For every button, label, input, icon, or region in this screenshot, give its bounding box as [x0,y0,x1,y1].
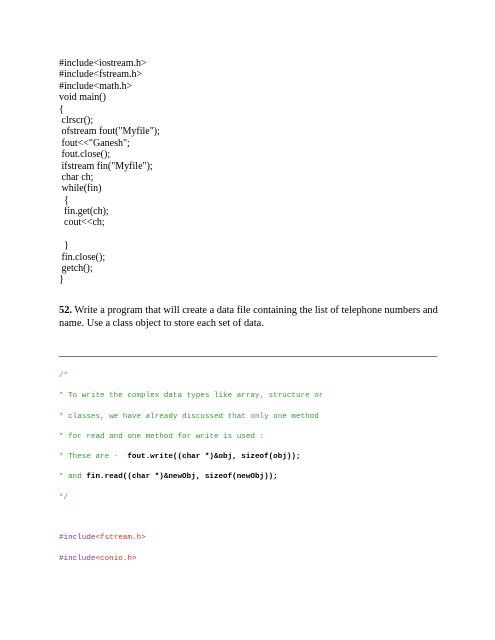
header-file: <conio.h> [95,554,137,563]
code-line: cout<<ch; [59,217,105,229]
code-line: } [59,240,69,252]
code-line: fin.get(ch); [59,206,109,218]
code-line: #include<iostream.h> [59,58,147,69]
inline-code: fout.write((char *)&obj, sizeof(obj)); [127,453,301,462]
comment-line [59,472,323,492]
code-line: #include<math.h> [59,80,133,92]
comment-text: * and [59,473,87,482]
comment-line [59,452,323,472]
code-line: fout.close(); [59,149,111,161]
question-text: Write a program that will create a data file containing the list of telephone numbers and name. Use a class object to store each set of data. [59,305,438,329]
comment-line: * for read and one method for write is used : [59,432,265,441]
code-line: #include<fstream.h> [59,69,143,81]
comment-line: /* [59,372,69,380]
comment-line: */ [59,493,69,502]
code-line: ofstream fout("Myfile"); [59,126,160,138]
code-line: void main() [59,92,106,104]
code-line: ifstream fin("Myfile"); [59,160,153,172]
code-line: fout<<"Ganesh"; [59,137,130,149]
code-line: { [59,103,64,115]
code-line [59,229,160,240]
include-line [59,554,323,574]
preprocessor-keyword: #include [59,554,96,563]
blank-line [59,513,323,533]
comment-text: * These are - [59,453,128,462]
code-line: char ch; [59,171,94,183]
code-block-2 [59,371,323,574]
code-line: } [59,274,64,286]
inline-code: fin.read((char *)&newObj, sizeof(newObj)); [86,473,278,482]
question-52 [59,305,444,330]
header-file: <fstream.h> [95,534,146,543]
code-line: { [59,194,69,206]
horizontal-divider [59,356,437,357]
comment-line: * classes, we have already discussed that only one method [59,412,319,421]
code-line: getch(); [59,263,93,275]
include-line [59,533,323,553]
comment-line: * To write the complex data types like array, structure or [59,392,324,401]
code-line: while(fin) [59,183,102,195]
code-block-1 [59,58,160,286]
question-number: 52. [59,305,72,316]
preprocessor-keyword: #include [59,534,96,543]
code-line: clrscr(); [59,114,94,126]
code-line: fin.close(); [59,251,106,263]
